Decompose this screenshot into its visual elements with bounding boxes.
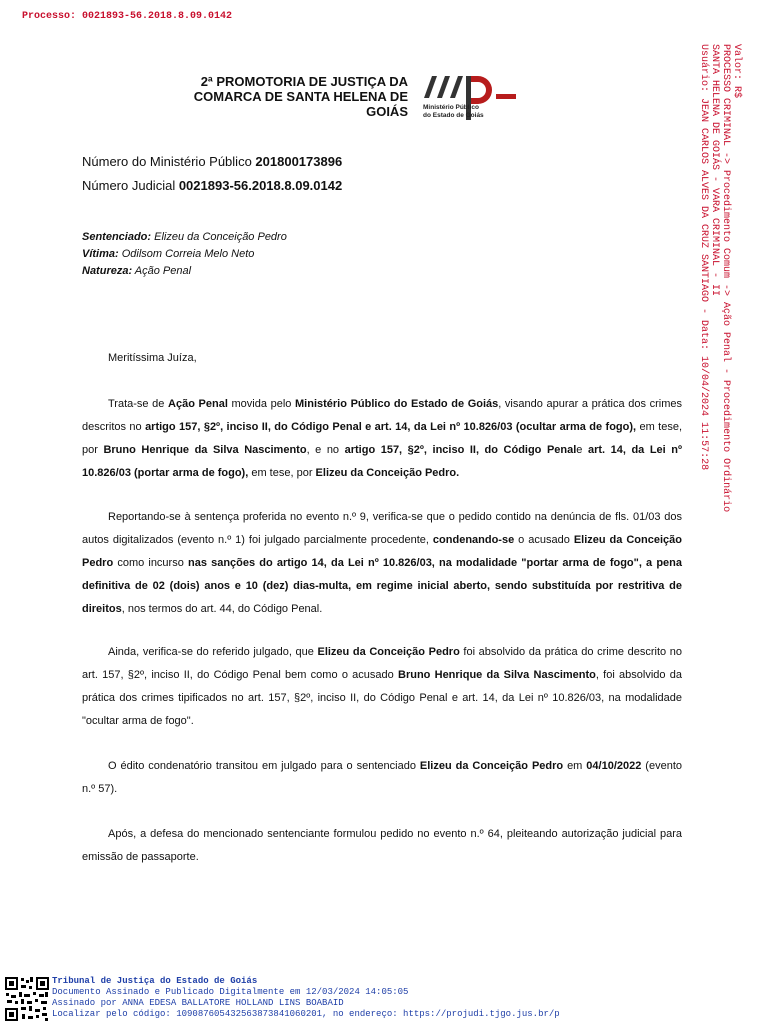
natureza-line xyxy=(82,265,191,277)
natureza-label: Natureza: xyxy=(82,265,133,277)
side-stamp xyxy=(698,44,742,512)
mp-logo-text xyxy=(423,104,484,119)
judicial-number-value: 0021893-56.2018.8.09.0142 xyxy=(178,178,343,193)
logo-text-line1: Ministério Público xyxy=(423,104,479,111)
side-stamp-user: Usuário: JEAN CARLOS ALVES DA CRUZ SANTIAGO - Data: 10/04/2024 11:57:28 xyxy=(698,44,709,471)
judicial-number-label: Número Judicial xyxy=(82,178,176,193)
paragraph-1: Trata-se de Ação Penal movida pelo Ministério Público do Estado de Goiás, visando apurar a prática dos crimes descritos no artigo 157, §2º, inciso II, do Código Penal e art. 14, da Lei nº 10.826/03 (ocultar arma de fogo), em tese, por Bruno Henrique da Silva Nascimento, e no artigo 157, §2º, inciso II, do Código Penale art. 14, da Lei nº 10.826/03 (portar arma de fogo), em tese, por Elizeu da Conceição Pedro. xyxy=(82,398,683,479)
paragraph-3: Ainda, verifica-se do referido julgado, que Elizeu da Conceição Pedro foi absolvido da prática do crime descrito no art. 157, §2º, inciso II, do Código Penal bem como o acusado Bruno Henrique da Silva Nascimento, foi absolvido da prática dos crimes tipificados no art. 157, §2º, inciso II, do Código Penal e art. 14, da Lei nº 10.826/03, na modalidade "ocultar arma de fogo". xyxy=(82,646,683,727)
judicial-number-line xyxy=(82,178,342,193)
vitima-line xyxy=(82,248,254,260)
mp-number-label: Número do Ministério Público xyxy=(82,154,252,169)
footer-locator: Localizar pelo código: 109087605432563873841060201, no endereço: https://projudi.tjgo.jus.br/p xyxy=(52,1009,560,1019)
footer-court: Tribunal de Justiça do Estado de Goiás xyxy=(52,976,258,986)
sentenciado-value: Elizeu da Conceição Pedro xyxy=(154,231,287,243)
logo-text-line2: do Estado de Goiás xyxy=(423,111,484,119)
mp-number-value: 201800173896 xyxy=(255,154,343,169)
sentenciado-line xyxy=(82,231,287,243)
side-stamp-value: Valor: R$ xyxy=(731,44,742,99)
footer-signer: Assinado por ANNA EDESA BALLATORE HOLLAND LINS BOABAID xyxy=(52,998,344,1008)
natureza-value: Ação Penal xyxy=(134,265,192,277)
footer-signed-date: Documento Assinado e Publicado Digitalmente em 12/03/2024 14:05:05 xyxy=(52,987,409,997)
paragraph-4: O édito condenatório transitou em julgado para o sentenciado Elizeu da Conceição Pedro em 04/10/2022 (evento n.º 57). xyxy=(82,760,682,795)
side-stamp-court: SANTA HELENA DE GOIÁS - VARA CRIMINAL - II xyxy=(709,44,720,297)
paragraph-5: Após, a defesa do mencionado sentenciante formulou pedido no evento n.º 64, pleiteando autorização judicial para emissão de passaporte. xyxy=(82,828,682,863)
mp-number-line xyxy=(82,154,342,169)
vitima-value: Odilsom Correia Melo Neto xyxy=(121,248,255,260)
office-header-line1: 2ª PROMOTORIA DE JUSTIÇA DA xyxy=(200,74,408,89)
process-number-header: Processo: 0021893-56.2018.8.09.0142 xyxy=(22,11,233,22)
qr-code-icon xyxy=(4,976,50,1022)
office-header-line3: GOIÁS xyxy=(366,104,408,119)
footer-signature xyxy=(52,976,560,1020)
side-stamp-class: PROCESSO CRIMINAL -> Procedimento Comum -> Ação Penal - Procedimento Ordinário xyxy=(720,44,731,513)
office-header-line2: COMARCA DE SANTA HELENA DE xyxy=(193,89,408,104)
office-header xyxy=(150,74,408,119)
vitima-label: Vítima: xyxy=(82,248,119,260)
sentenciado-label: Sentenciado: xyxy=(82,231,152,243)
paragraph-2: Reportando-se à sentença proferida no evento n.º 9, verifica-se que o pedido contido na denúncia de fls. 01/03 dos autos digitalizados (evento n.º 1) foi julgado parcialmente procedente, condenando-se o acusado Elizeu da Conceição Pedro como incurso nas sanções do artigo 14, da Lei nº 10.826/03, na modalidade "portar arma de fogo", a pena definitiva de 02 (dois) anos e 10 (dez) dias-multa, em regime inicial aberto, sendo substituída por restritiva de direitos, nos termos do art. 44, do Código Penal. xyxy=(82,511,682,615)
salutation: Meritíssima Juíza, xyxy=(108,352,197,364)
